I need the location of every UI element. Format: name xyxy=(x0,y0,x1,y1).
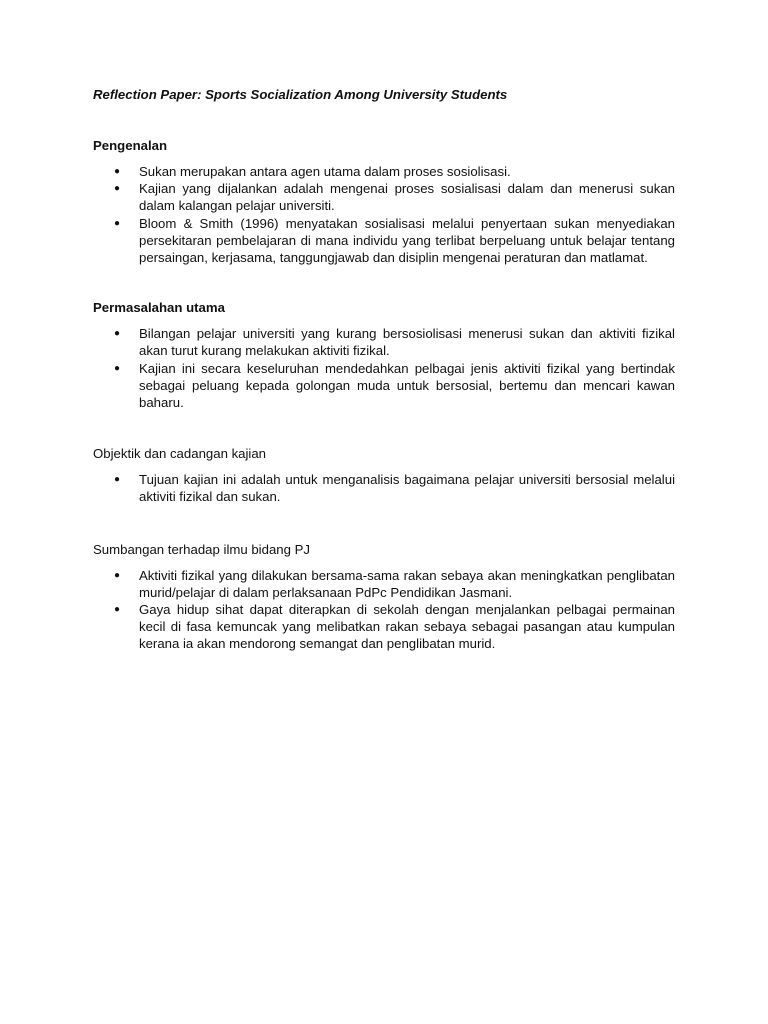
bullet-list xyxy=(93,471,675,505)
list-item xyxy=(93,567,675,601)
list-item-text: Tujuan kajian ini adalah untuk menganalisis bagaimana pelajar universiti bersosial melalui aktiviti fizikal dan sukan. xyxy=(139,472,675,505)
list-item xyxy=(93,360,675,412)
list-item-text: Sukan merupakan antara agen utama dalam proses sosiolisasi. xyxy=(139,164,511,179)
section-heading: Permasalahan utama xyxy=(93,300,225,316)
section-objektif xyxy=(93,445,675,505)
list-item-text: Gaya hidup sihat dapat diterapkan di sekolah dengan menjalankan pelbagai permainan kecil di fasa kemuncak yang melibatkan rakan sebaya sebagai pasangan atau kumpulan kerana ia akan mendorong semangat dan penglibatan murid. xyxy=(139,602,675,652)
bullet-list xyxy=(93,163,675,266)
bullet-icon: ● xyxy=(114,217,121,229)
list-item-text: Kajian ini secara keseluruhan mendedahkan pelbagai jenis aktiviti fizikal yang bertindak sebagai peluang kepada golongan muda untuk bersosial, bertemu dan mencari kawan baharu. xyxy=(139,360,675,411)
bullet-icon: ● xyxy=(114,362,121,374)
list-item xyxy=(93,471,675,505)
section-heading: Sumbangan terhadap ilmu bidang PJ xyxy=(93,541,311,557)
section-pengenalan xyxy=(93,137,675,266)
list-item-text: Bilangan pelajar universiti yang kurang bersosiolisasi menerusi sukan dan aktiviti fizikal akan turut kurang melakukan aktiviti fizikal. xyxy=(139,326,675,359)
section-heading: Objektik dan cadangan kajian xyxy=(93,446,267,462)
list-item-text: Bloom & Smith (1996) menyatakan sosialisasi melalui penyertaan sukan menyediakan persekitaran pembelajaran di mana individu yang terlibat berpeluang untuk belajar tentang persaingan, kerjasama, tanggungjawab dan disiplin mengenai peraturan dan matlamat. xyxy=(139,215,675,266)
bullet-icon: ● xyxy=(114,474,121,486)
section-permasalahan-utama xyxy=(93,299,675,411)
list-item xyxy=(93,163,675,180)
list-item-text: Kajian yang dijalankan adalah mengenai proses sosialisasi dalam dan menerusi sukan dalam kalangan pelajar universiti. xyxy=(139,181,675,214)
section-sumbangan xyxy=(93,541,675,653)
list-item xyxy=(93,601,675,653)
list-item-text: Aktiviti fizikal yang dilakukan bersama-sama rakan sebaya akan meningkatkan penglibatan murid/pelajar di dalam perlaksanaan PdPc Pendidikan Jasmani. xyxy=(139,567,675,600)
bullet-icon: ● xyxy=(114,604,121,616)
bullet-icon: ● xyxy=(114,328,121,340)
bullet-icon: ● xyxy=(114,569,121,581)
list-item xyxy=(93,215,675,267)
bullet-icon: ● xyxy=(114,166,121,177)
section-heading: Pengenalan xyxy=(93,138,168,153)
list-item xyxy=(93,180,675,214)
document-page xyxy=(93,86,675,653)
bullet-list xyxy=(93,567,675,653)
document-title: Reflection Paper: Sports Socialization Among University Students xyxy=(93,87,508,102)
bullet-icon: ● xyxy=(114,183,121,195)
bullet-list xyxy=(93,325,675,411)
list-item xyxy=(93,325,675,359)
